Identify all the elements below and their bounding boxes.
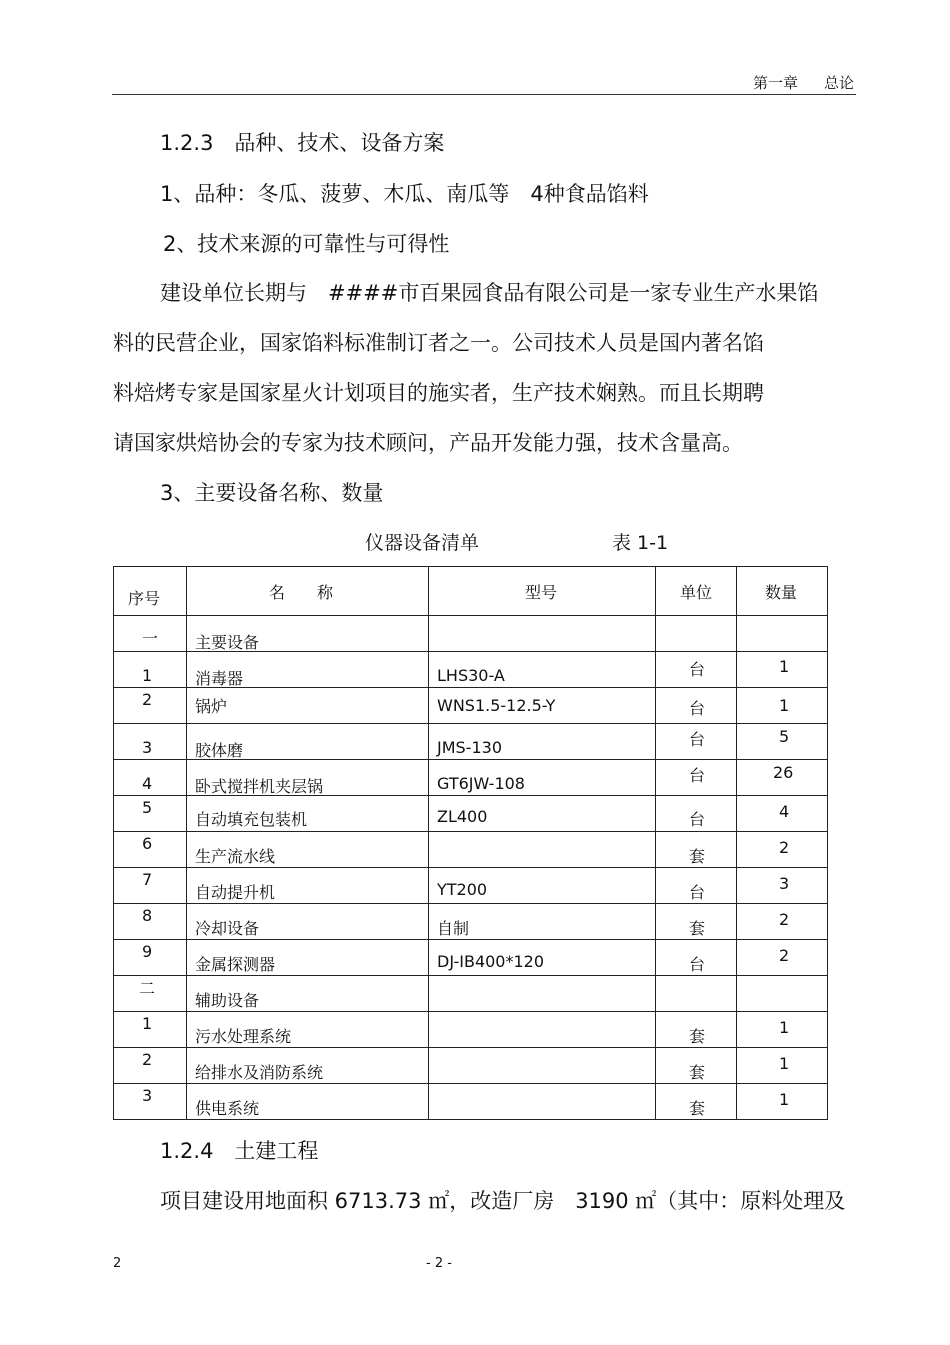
row-unit: 套 bbox=[689, 1063, 706, 1082]
header-unit: 单位 bbox=[680, 583, 713, 602]
row-name: 冷却设备 bbox=[195, 919, 260, 938]
table-row bbox=[114, 832, 828, 868]
row-qty: 1 bbox=[779, 657, 790, 676]
row-qty: 4 bbox=[779, 802, 790, 821]
row-unit: 台 bbox=[689, 766, 706, 785]
table-row bbox=[114, 1084, 828, 1120]
table-header-row bbox=[114, 567, 828, 616]
header-rule bbox=[112, 94, 856, 95]
row-unit: 台 bbox=[689, 883, 706, 902]
row-seq: 3 bbox=[142, 738, 153, 757]
row-qty: 26 bbox=[773, 763, 794, 782]
row-qty: 1 bbox=[779, 696, 790, 715]
section-heading-1-2-4: 1.2.4 土建工程 bbox=[160, 1139, 319, 1163]
footer-left-number: 2 bbox=[113, 1256, 122, 1271]
row-seq: 2 bbox=[142, 1050, 153, 1069]
table-row bbox=[114, 1012, 828, 1048]
row-seq: 1 bbox=[142, 666, 153, 685]
table-row bbox=[114, 760, 828, 796]
header-chapter: 第一章 bbox=[752, 74, 798, 92]
row-name: 消毒器 bbox=[195, 669, 244, 688]
row-model: GT6JW-108 bbox=[437, 774, 525, 793]
section-heading-1-2-3: 1.2.3 品种、技术、设备方案 bbox=[160, 131, 445, 155]
row-model: LHS30-A bbox=[437, 666, 505, 685]
table-row bbox=[114, 904, 828, 940]
table-number: 表 1-1 bbox=[612, 532, 669, 554]
row-seq: 6 bbox=[142, 834, 153, 853]
page-number: - 2 - bbox=[426, 1256, 452, 1271]
row-qty: 1 bbox=[779, 1054, 790, 1073]
row-name: 金属探测器 bbox=[195, 955, 276, 974]
row-model: DJ-IB400*120 bbox=[437, 952, 545, 971]
row-seq: 二 bbox=[139, 979, 156, 998]
table-row bbox=[114, 940, 828, 976]
row-seq: 5 bbox=[142, 798, 153, 817]
row-seq: 3 bbox=[142, 1086, 153, 1105]
row-unit: 台 bbox=[689, 660, 706, 679]
row-name: 污水处理系统 bbox=[195, 1027, 292, 1046]
row-model: WNS1.5-12.5-Y bbox=[437, 696, 556, 715]
table-row bbox=[114, 616, 828, 652]
table-row bbox=[114, 652, 828, 688]
table-row bbox=[114, 976, 828, 1012]
table-row bbox=[114, 688, 828, 724]
row-seq: 2 bbox=[142, 690, 153, 709]
item-varieties: 1、品种：冬瓜、菠萝、木瓜、南瓜等 4种食品馅料 bbox=[160, 182, 649, 206]
equipment-table bbox=[113, 566, 828, 1120]
row-name: 卧式搅拌机夹层锅 bbox=[195, 777, 324, 796]
row-seq: 7 bbox=[142, 870, 153, 889]
row-name: 给排水及消防系统 bbox=[195, 1063, 324, 1082]
row-qty: 3 bbox=[779, 874, 790, 893]
row-seq: 9 bbox=[142, 942, 153, 961]
paragraph-line-1: 建设单位长期与 ####市百果园食品有限公司是一家专业生产水果馅 bbox=[160, 281, 819, 305]
row-unit: 台 bbox=[689, 955, 706, 974]
row-qty: 1 bbox=[779, 1090, 790, 1109]
section-1-2-4-text: 项目建设用地面积 6713.73 ㎡，改造厂房 3190 ㎡（其中：原料处理及 bbox=[160, 1189, 846, 1213]
row-unit: 套 bbox=[689, 847, 706, 866]
row-name: 胶体磨 bbox=[195, 741, 244, 760]
table-row bbox=[114, 796, 828, 832]
row-model: YT200 bbox=[437, 880, 488, 899]
row-seq: 8 bbox=[142, 906, 153, 925]
header-qty: 数量 bbox=[765, 583, 798, 602]
header-model: 型号 bbox=[525, 583, 558, 602]
table-caption: 仪器设备清单 bbox=[365, 532, 480, 554]
row-unit: 套 bbox=[689, 1099, 706, 1118]
row-name: 自动提升机 bbox=[195, 883, 276, 902]
row-name: 自动填充包装机 bbox=[195, 810, 308, 829]
header-title: 总论 bbox=[823, 74, 854, 92]
row-qty: 2 bbox=[779, 910, 790, 929]
row-name: 辅助设备 bbox=[195, 991, 260, 1010]
paragraph-line-3: 料焙烤专家是国家星火计划项目的施实者，生产技术娴熟。而且长期聘 bbox=[113, 381, 764, 405]
row-qty: 1 bbox=[779, 1018, 790, 1037]
row-name: 锅炉 bbox=[195, 697, 228, 716]
paragraph-line-4: 请国家烘焙协会的专家为技术顾问，产品开发能力强，技术含量高。 bbox=[113, 431, 743, 455]
row-model: ZL400 bbox=[437, 807, 488, 826]
header-seq: 序号 bbox=[128, 589, 161, 608]
row-seq: 一 bbox=[142, 629, 159, 648]
row-unit: 台 bbox=[689, 730, 706, 749]
table-row bbox=[114, 724, 828, 760]
table-row bbox=[114, 868, 828, 904]
row-seq: 4 bbox=[142, 774, 153, 793]
row-model: 自制 bbox=[437, 919, 470, 938]
row-unit: 套 bbox=[689, 919, 706, 938]
row-qty: 5 bbox=[779, 727, 790, 746]
item-main-equipment: 3、主要设备名称、数量 bbox=[160, 481, 384, 505]
row-model: JMS-130 bbox=[437, 738, 502, 757]
item-tech-source: 2、技术来源的可靠性与可得性 bbox=[163, 232, 450, 256]
row-qty: 2 bbox=[779, 946, 790, 965]
row-seq: 1 bbox=[142, 1014, 153, 1033]
table-row bbox=[114, 1048, 828, 1084]
running-header bbox=[753, 72, 854, 93]
row-unit: 台 bbox=[689, 699, 706, 718]
row-unit: 台 bbox=[689, 810, 706, 829]
row-name: 主要设备 bbox=[195, 633, 260, 652]
header-name: 名 称 bbox=[269, 583, 334, 602]
row-name: 生产流水线 bbox=[195, 847, 276, 866]
row-unit: 套 bbox=[689, 1027, 706, 1046]
row-qty: 2 bbox=[779, 838, 790, 857]
row-name: 供电系统 bbox=[195, 1099, 260, 1118]
paragraph-line-2: 料的民营企业，国家馅料标准制订者之一。公司技术人员是国内著名馅 bbox=[113, 331, 764, 355]
